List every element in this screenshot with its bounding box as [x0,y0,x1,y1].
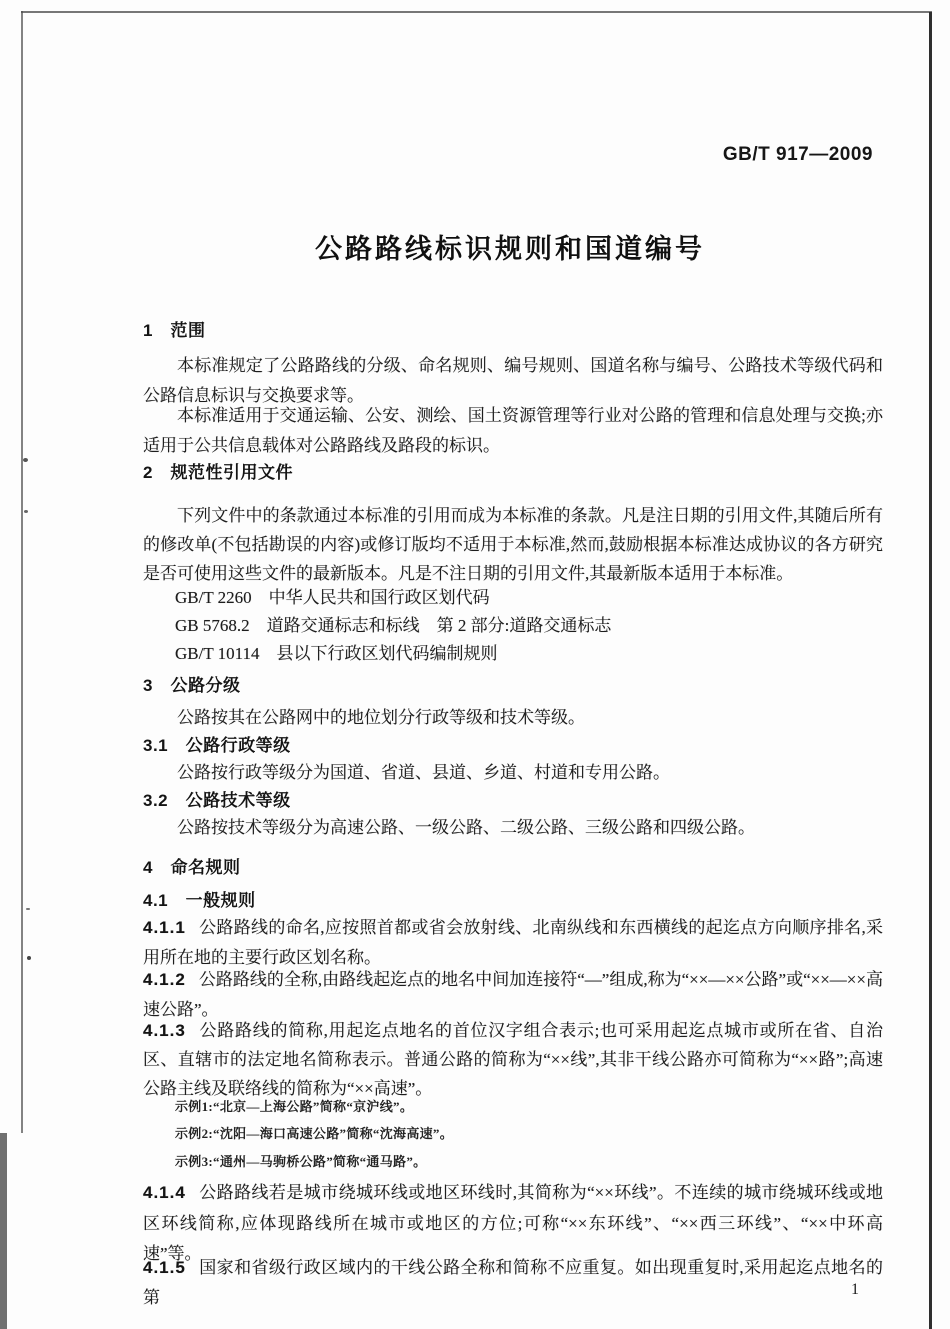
section-3-2-paragraph: 公路按技术等级分为高速公路、一级公路、二级公路、三级公路和四级公路。 [177,818,755,837]
section-4-heading: 4 命名规则 [143,858,241,877]
example-item: 示例2:“沈阳—海口高速公路”简称“沈海高速”。 [175,1126,454,1141]
standard-number: GB/T 917—2009 [722,144,873,165]
clause-text: 公路路线若是城市绕城环线或地区环线时,其简称为“××环线”。不连续的城市绕城环线或地区环线简称,应体现路线所在城市或地区的方位;可称“××东环线”、“××西三环线”、“××中环高速”等。 [143,1183,883,1263]
scan-speck [23,458,28,462]
scan-speck [27,956,31,960]
section-3-heading: 3 公路分级 [143,676,241,695]
clause-number: 4.1.5 [143,1258,186,1277]
clause-number: 4.1.3 [143,1021,186,1040]
page-number: 1 [851,1281,859,1298]
clause-number: 4.1.2 [143,970,186,989]
clause-4-1-5 [143,1253,883,1313]
example-item: 示例1:“北京—上海公路”简称“京沪线”。 [175,1099,414,1114]
section-3-paragraph: 公路按其在公路网中的地位划分行政等级和技术等级。 [177,708,585,727]
section-2-paragraph: 下列文件中的条款通过本标准的引用而成为本标准的条款。凡是注日期的引用文件,其随后所有的修改单(不包括勘误的内容)或修订版均不适用于本标准,然而,鼓励根据本标准达成协议的各方研究是否可使用这些文件的最新版本。凡是不注日期的引用文件,其最新版本适用于本标准。 [143,506,883,583]
reference-item: GB/T 10114 县以下行政区划代码编制规则 [175,644,498,663]
reference-item: GB 5768.2 道路交通标志和标线 第 2 部分:道路交通标志 [175,616,612,635]
scan-edge-left [21,11,23,1133]
section-3-1-heading: 3.1 公路行政等级 [143,736,291,755]
scan-edge-bottom-left-bar [0,1133,7,1329]
clause-text: 公路路线的简称,用起迄点地名的首位汉字组合表示;也可采用起迄点城市或所在省、自治区、直辖市的法定地名简称表示。普通公路的简称为“××线”,其非干线公路亦可简称为“××路”;高速公路主线及联络线的简称为“××高速”。 [143,1021,883,1098]
clause-number: 4.1.4 [143,1183,186,1202]
section-1-heading: 1 范围 [143,321,206,340]
example-item: 示例3:“通州—马驹桥公路”简称“通马路”。 [175,1154,427,1169]
section-4-1-heading: 4.1 一般规则 [143,891,256,910]
clause-number: 4.1.1 [143,918,186,937]
reference-item: GB/T 2260 中华人民共和国行政区划代码 [175,588,490,607]
clause-4-1-3 [143,1016,883,1103]
section-3-1-paragraph: 公路按行政等级分为国道、省道、县道、乡道、村道和专用公路。 [177,763,670,782]
document-title: 公路路线标识规则和国道编号 [315,234,705,264]
scan-edge-top [21,11,932,13]
clause-text: 公路路线的全称,由路线起迄点的地名中间加连接符“—”组成,称为“××—××公路”或“××—××高速公路”。 [143,970,883,1019]
clause-text: 公路路线的命名,应按照首都或省会放射线、北南纵线和东西横线的起迄点方向顺序排名,采用所在地的主要行政区划名称。 [143,918,883,967]
section-2-heading: 2 规范性引用文件 [143,463,293,482]
scan-edge-right [929,12,932,1329]
section-1-paragraph: 本标准规定了公路路线的分级、命名规则、编号规则、国道名称与编号、公路技术等级代码和公路信息标识与交换要求等。 [143,356,883,405]
scan-speck [24,510,28,513]
section-1-paragraph: 本标准适用于交通运输、公安、测绘、国土资源管理等行业对公路的管理和信息处理与交换;亦适用于公共信息载体对公路路线及路段的标识。 [143,406,883,455]
scan-speck [26,908,30,910]
clause-text: 国家和省级行政区域内的干线公路全称和简称不应重复。如出现重复时,采用起迄点地名的第 [143,1258,883,1307]
section-3-2-heading: 3.2 公路技术等级 [143,791,291,810]
clause-4-1-1 [143,913,883,973]
